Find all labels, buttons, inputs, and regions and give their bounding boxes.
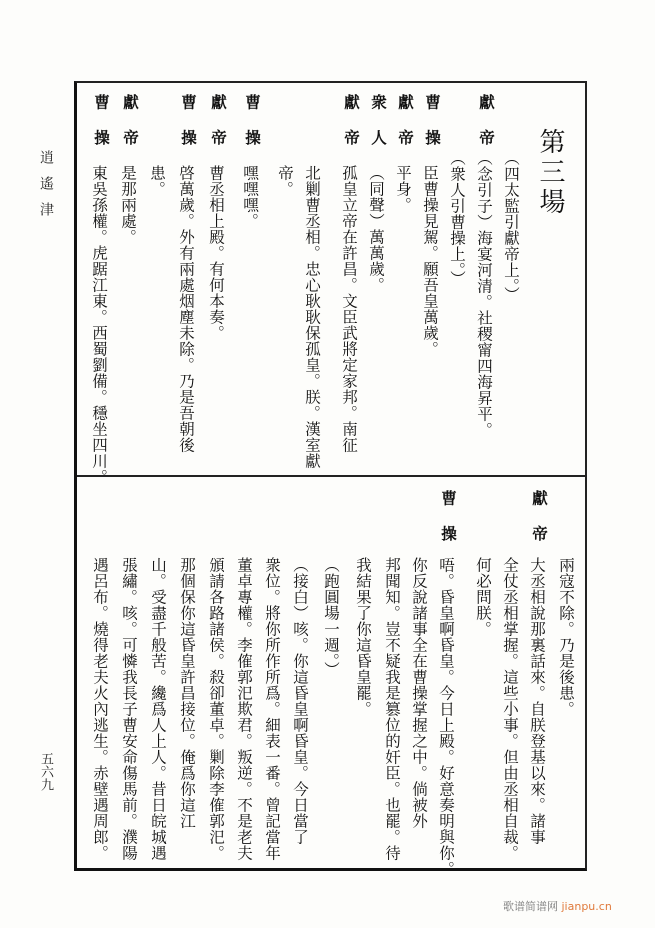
speaker-label: 曹操 [243,94,262,165]
dialogue-line: 我結果了你這昏皇罷。 [354,557,372,717]
dialogue-line: 啓萬歲。外有兩處烟塵未除。乃是吾朝後 [177,165,195,453]
dialogue-line: 平身。 [394,165,412,213]
section-divider [77,475,585,477]
dialogue-line: 唔。昏皇啊昏皇。今日上殿。好意奏明與你。 [437,557,455,877]
speaker-label: 曹操 [92,94,111,165]
dialogue-line: （同聲）萬萬歲。 [367,165,385,293]
dialogue-line: 山。受盡千般苦。纔爲人上人。昔日皖城遇 [149,557,167,861]
watermark-en: jianpu.cn [561,900,612,913]
scene-heading: 第三場 [535,128,565,218]
watermark-cn: 歌谱简谱网 [503,900,558,913]
dialogue-line: 何必問朕。 [474,557,492,637]
dialogue-line: 患。 [148,165,166,197]
dialogue-line: （念引子）海宴河清。社稷甯四海昇平。 [475,150,493,438]
dialogue-line: 是那兩處。 [119,165,137,245]
page-number: 五六九 [38,752,53,791]
dialogue-line: 張繡。咳。可憐我長子曹安命傷馬前。濮陽 [120,557,138,861]
stage-direction: （四太監引獻帝上。） [502,150,520,303]
speaker-label: 曹操 [179,94,198,165]
speaker-label: 獻帝 [121,94,140,165]
dialogue-line: 大丞相說那裏話來。自朕登基以來。諸事 [528,557,546,845]
dialogue-line: 你反說諸事全在曹操掌握之中。倘被外 [410,557,428,829]
speaker-label: 獻帝 [477,94,496,165]
dialogue-line: 帝。 [276,165,294,197]
dialogue-line: 那個保你這昏皇許昌接位。俺爲你這江 [178,557,196,829]
dialogue-line: 孤皇立帝在許昌。文臣武將定家邦。南征 [340,165,358,453]
dialogue-line: 全仗丞相掌握。這些小事。但由丞相自裁。 [501,557,519,861]
dialogue-line: 頒請各路諸侯。殺卻董卓。剿除李傕郭汜。 [207,557,225,861]
speaker-label: 曹操 [423,94,442,165]
speaker-label: 衆人 [369,94,388,165]
stage-direction: （跑圓場一週。） [322,557,340,678]
speaker-label: 獻帝 [396,94,415,165]
dialogue-line: 臣曹操見駕。願吾皇萬歲。 [421,165,439,357]
speaker-label: 獻帝 [209,94,228,165]
dialogue-line: 東吳孫權。虎踞江東。西蜀劉備。穩坐四川。 [90,165,108,485]
dialogue-line: （接白）咳。你這昏皇啊昏皇。今日當了 [291,557,309,845]
dialogue-line: 邦聞知。豈不疑我是篡位的奸臣。也罷。待 [383,557,401,861]
running-title: 逍遙津 [38,150,54,228]
watermark [503,898,612,914]
speaker-label: 曹操 [439,490,458,561]
dialogue-line: 嘿嘿嘿。 [241,165,259,229]
dialogue-line: 北剿曹丞相。忠心耿耿保孤皇。朕。漢室獻 [303,165,321,469]
dialogue-line: 衆位。將你所作所爲。細表一番。曾記當年 [263,557,281,861]
stage-direction: （衆人引曹操上。） [448,150,466,287]
dialogue-line: 遇呂布。燒得老夫火內逃生。赤壁遇周郎。 [91,557,109,861]
speaker-label: 獻帝 [342,94,361,165]
dialogue-line: 兩寇不除。乃是後患。 [557,557,575,717]
dialogue-line: 曹丞相上殿。有何本奏。 [207,165,225,341]
speaker-label: 獻帝 [530,490,549,561]
dialogue-line: 董卓專權。李傕郭汜欺君。叛逆。不是老夫 [235,557,253,861]
